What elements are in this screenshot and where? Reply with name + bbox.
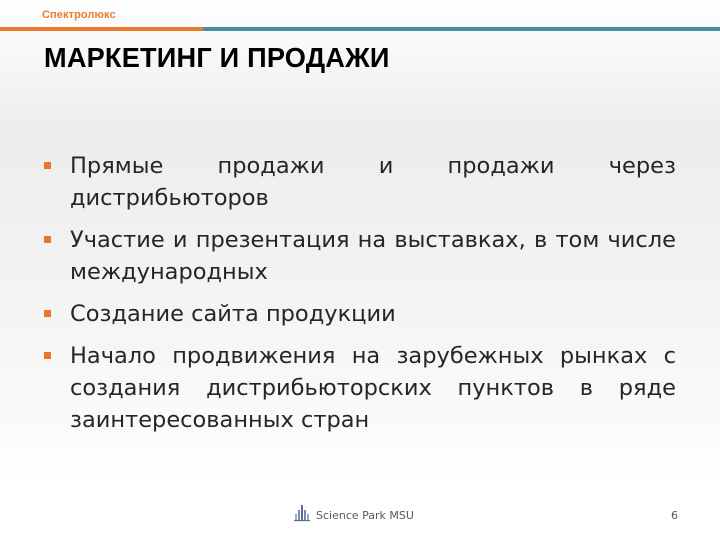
header-rule-bar [203, 27, 720, 31]
bullet-text: Участие и презентация на выставках, в том числе международных [70, 227, 676, 285]
bullet-text: Создание сайта продукции [70, 301, 396, 327]
bullet-square-icon [44, 310, 51, 317]
bullet-item [44, 150, 676, 214]
bullet-square-icon [44, 162, 51, 169]
bullet-text: Начало продвижения на зарубежных рынках с создания дистрибьюторских пунктов в ряде заинтересованных стран [70, 343, 676, 433]
science-park-logo-icon [293, 504, 311, 522]
brand-label: Спектролюкс [42, 9, 116, 21]
bullet-text: Прямые продажи и продажи через дистрибьюторов [70, 153, 676, 211]
bullet-square-icon [44, 352, 51, 359]
bullet-list [44, 150, 676, 446]
bullet-square-icon [44, 236, 51, 243]
page-number: 6 [671, 509, 678, 522]
bullet-item [44, 224, 676, 288]
footer-organization: Science Park MSU [316, 509, 414, 522]
header-accent-bar [0, 27, 203, 31]
slide-title: МАРКЕТИНГ И ПРОДАЖИ [44, 42, 390, 73]
bullet-item [44, 298, 676, 330]
bullet-item [44, 340, 676, 436]
